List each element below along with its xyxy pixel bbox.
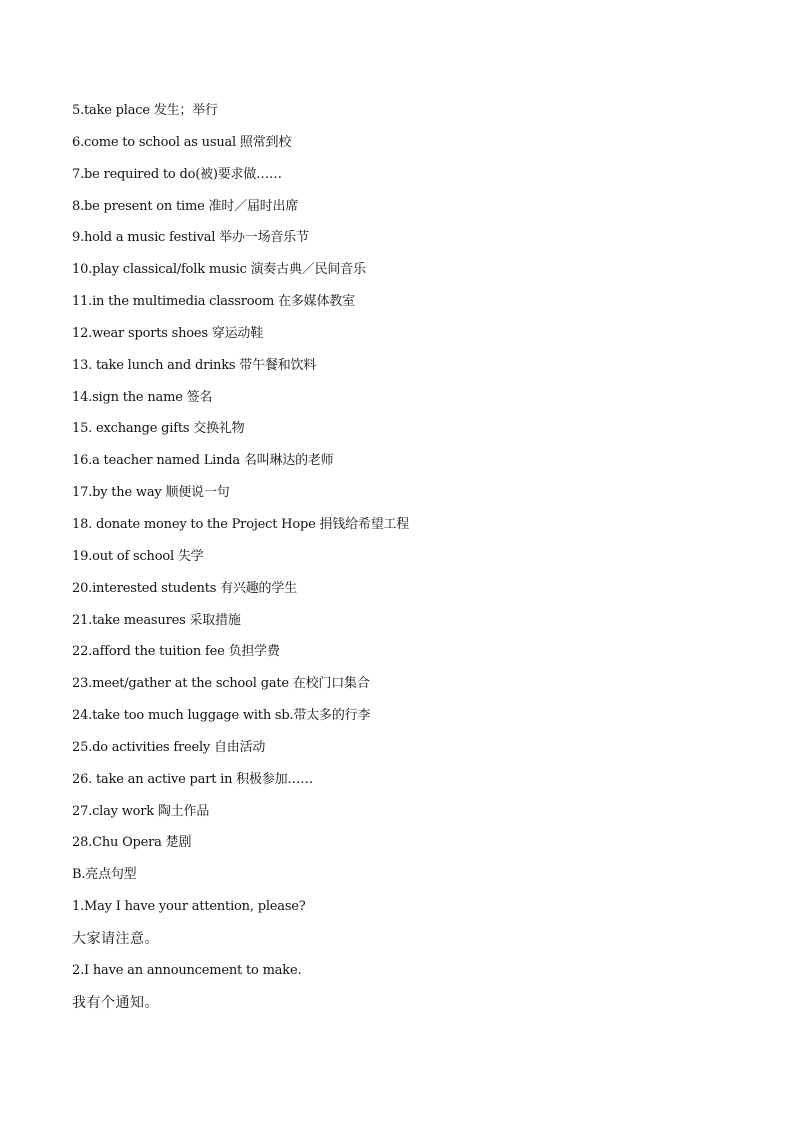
phrase-item: 28.Chu Opera 楚剧 bbox=[72, 835, 192, 851]
sentence-chinese: 大家请注意。 bbox=[72, 930, 159, 947]
phrase-item: 21.take measures 采取措施 bbox=[72, 612, 241, 628]
phrase-item: 22.afford the tuition fee 负担学费 bbox=[72, 644, 280, 660]
phrase-item: 9.hold a music festival 举办一场音乐节 bbox=[72, 230, 309, 246]
phrase-item: 19.out of school 失学 bbox=[72, 548, 204, 564]
phrase-item: 15. exchange gifts 交换礼物 bbox=[72, 421, 245, 437]
phrase-item: 20.interested students 有兴趣的学生 bbox=[72, 580, 297, 596]
phrase-item: 6.come to school as usual 照常到校 bbox=[72, 134, 292, 150]
sentence-chinese: 我有个通知。 bbox=[72, 994, 159, 1011]
phrase-item: 13. take lunch and drinks 带午餐和饮料 bbox=[72, 357, 317, 373]
phrase-item: 11.in the multimedia classroom 在多媒体教室 bbox=[72, 294, 355, 310]
phrase-item: 10.play classical/folk music 演奏古典／民间音乐 bbox=[72, 262, 366, 278]
phrase-item: 18. donate money to the Project Hope 捐钱给希望工程 bbox=[72, 516, 410, 532]
phrase-item: 8.be present on time 准时／届时出席 bbox=[72, 198, 299, 214]
phrase-item: 23.meet/gather at the school gate 在校门口集合 bbox=[72, 676, 370, 692]
phrase-item: 14.sign the name 签名 bbox=[72, 389, 213, 405]
phrase-item: 7.be required to do(被)要求做…… bbox=[72, 166, 282, 182]
phrase-item: 5.take place 发生；举行 bbox=[72, 103, 218, 118]
phrase-item: 24.take too much luggage with sb.带太多的行李 bbox=[72, 708, 371, 724]
phrase-item: 12.wear sports shoes 穿运动鞋 bbox=[72, 325, 264, 341]
phrase-item: 25.do activities freely 自由活动 bbox=[72, 739, 266, 755]
document-content bbox=[72, 101, 732, 1024]
sentence-english: 1.May I have your attention, please? bbox=[72, 899, 306, 915]
phrase-item: 27.clay work 陶土作品 bbox=[72, 803, 210, 819]
section-b-heading: B.亮点句型 bbox=[72, 867, 137, 883]
sentence-english: 2.I have an announcement to make. bbox=[72, 962, 302, 978]
phrase-item: 26. take an active part in 积极参加…… bbox=[72, 771, 314, 787]
phrase-item: 16.a teacher named Linda 名叫琳达的老师 bbox=[72, 453, 334, 469]
phrase-item: 17.by the way 顺便说一句 bbox=[72, 485, 230, 501]
